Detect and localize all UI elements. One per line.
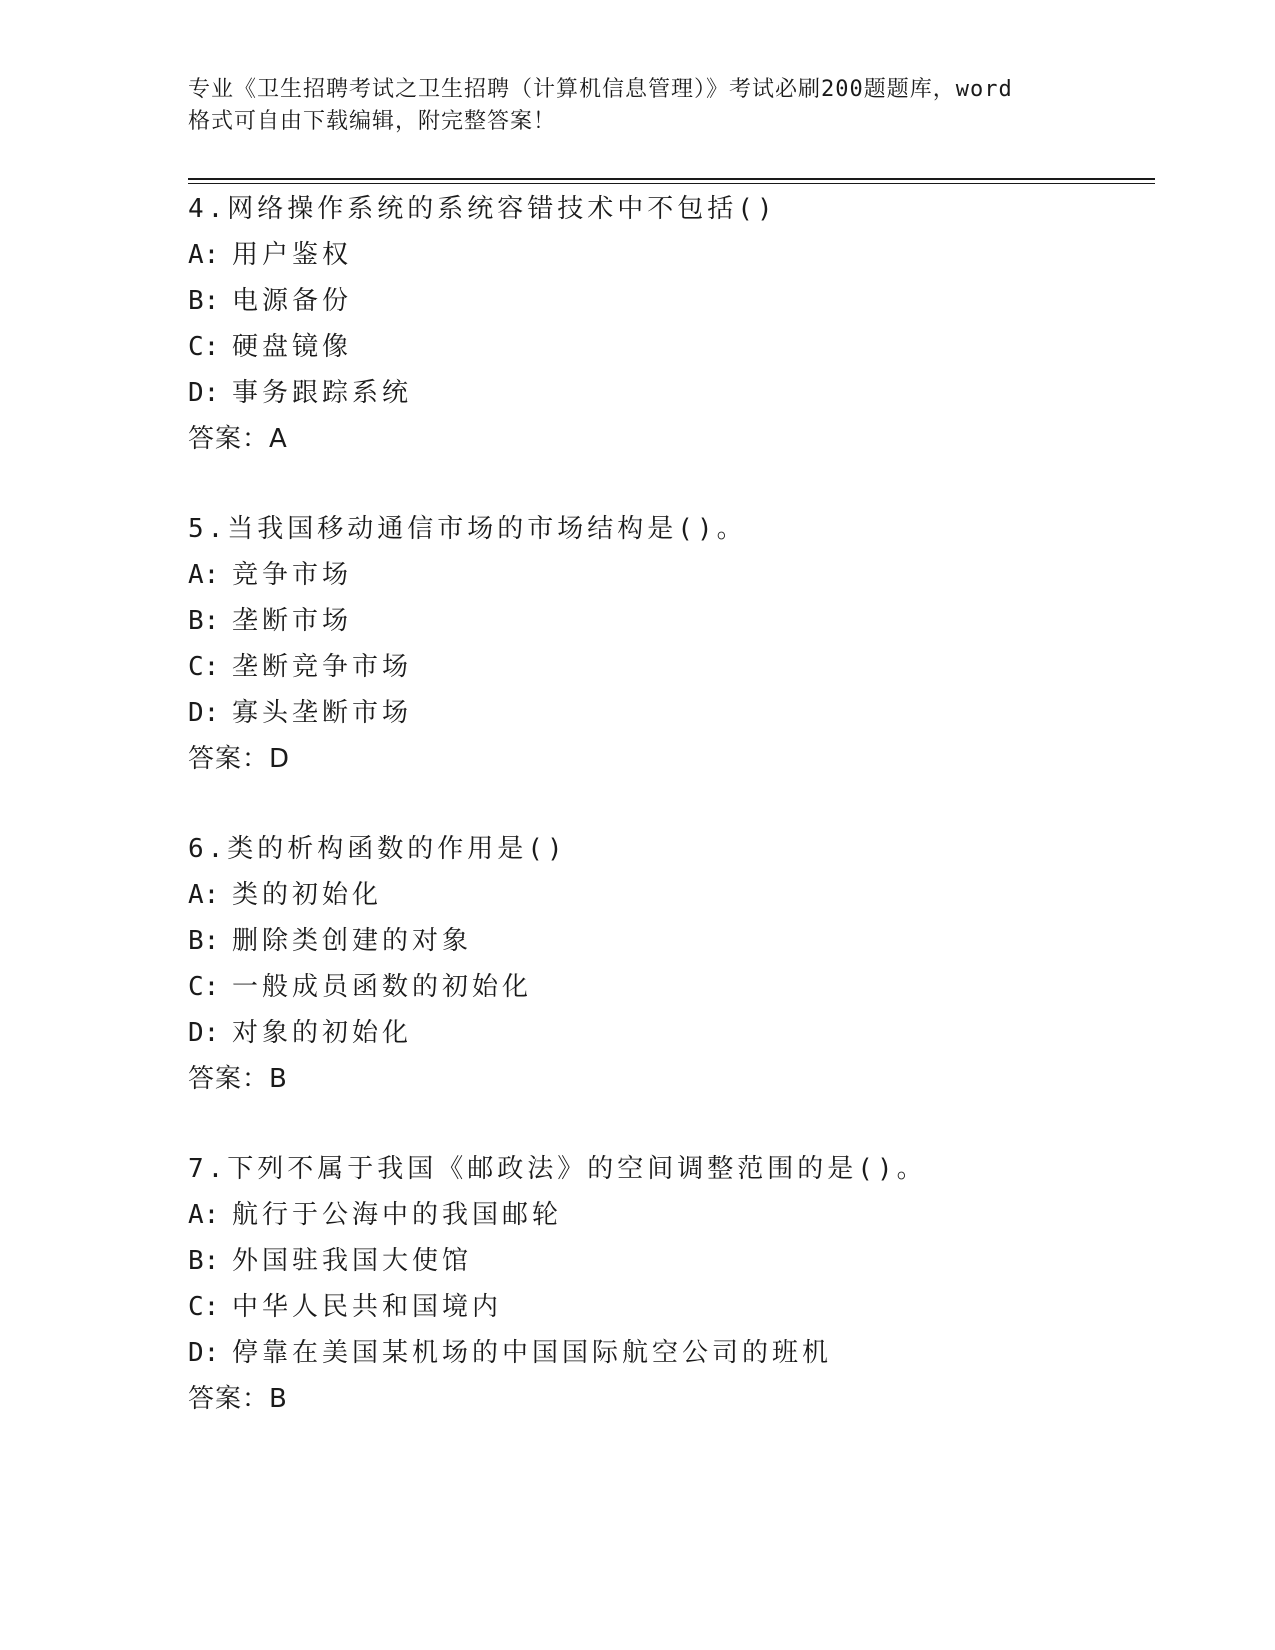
question-list <box>188 186 1148 1466</box>
option-label: D: <box>188 698 220 728</box>
option-label: B: <box>188 926 220 956</box>
option-text: 垄断市场 <box>232 606 353 636</box>
option-text: 停靠在美国某机场的中国国际航空公司的班机 <box>232 1338 833 1368</box>
option-c <box>188 324 1148 370</box>
question-4 <box>188 186 1148 462</box>
option-b <box>188 278 1148 324</box>
option-label: B: <box>188 286 220 316</box>
option-text: 寡头垄断市场 <box>232 698 413 728</box>
option-label: A: <box>188 240 220 270</box>
question-7 <box>188 1146 1148 1422</box>
option-label: C: <box>188 972 220 1002</box>
option-d <box>188 370 1148 416</box>
option-label: C: <box>188 652 220 682</box>
question-6 <box>188 826 1148 1102</box>
option-text: 中华人民共和国境内 <box>232 1292 503 1322</box>
question-stem: 4.网络操作系统的系统容错技术中不包括() <box>188 194 777 224</box>
header-line-1: 专业《卫生招聘考试之卫生招聘（计算机信息管理）》考试必刷200题题库，word <box>188 77 1013 102</box>
answer-line: 答案：B <box>188 1384 288 1414</box>
option-label: C: <box>188 1292 220 1322</box>
option-label: A: <box>188 880 220 910</box>
document-header <box>188 74 1108 138</box>
option-a <box>188 872 1148 918</box>
option-label: D: <box>188 1338 220 1368</box>
option-text: 对象的初始化 <box>232 1018 413 1048</box>
question-stem: 5.当我国移动通信市场的市场结构是()。 <box>188 514 747 544</box>
option-a <box>188 1192 1148 1238</box>
header-divider-thin <box>188 183 1155 184</box>
option-label: C: <box>188 332 220 362</box>
option-b <box>188 1238 1148 1284</box>
option-text: 一般成员函数的初始化 <box>232 972 533 1002</box>
option-c <box>188 644 1148 690</box>
question-5 <box>188 506 1148 782</box>
answer-line: 答案：B <box>188 1064 288 1094</box>
option-label: B: <box>188 606 220 636</box>
option-text: 类的初始化 <box>232 880 383 910</box>
option-a <box>188 552 1148 598</box>
answer-line: 答案：D <box>188 744 291 774</box>
question-stem: 7.下列不属于我国《邮政法》的空间调整范围的是()。 <box>188 1154 927 1184</box>
option-d <box>188 1330 1148 1376</box>
question-stem: 6.类的析构函数的作用是() <box>188 834 567 864</box>
option-text: 电源备份 <box>232 286 353 316</box>
option-text: 垄断竞争市场 <box>232 652 413 682</box>
option-label: D: <box>188 378 220 408</box>
option-a <box>188 232 1148 278</box>
option-d <box>188 1010 1148 1056</box>
option-c <box>188 964 1148 1010</box>
option-text: 外国驻我国大使馆 <box>232 1246 473 1276</box>
option-label: A: <box>188 560 220 590</box>
option-text: 事务跟踪系统 <box>232 378 413 408</box>
answer-line: 答案：A <box>188 424 288 454</box>
header-divider-thick <box>188 178 1155 180</box>
option-label: B: <box>188 1246 220 1276</box>
option-d <box>188 690 1148 736</box>
option-text: 硬盘镜像 <box>232 332 353 362</box>
option-label: D: <box>188 1018 220 1048</box>
option-text: 用户鉴权 <box>232 240 353 270</box>
option-b <box>188 598 1148 644</box>
option-text: 竞争市场 <box>232 560 353 590</box>
option-text: 删除类创建的对象 <box>232 926 473 956</box>
option-text: 航行于公海中的我国邮轮 <box>232 1200 563 1230</box>
option-b <box>188 918 1148 964</box>
option-c <box>188 1284 1148 1330</box>
option-label: A: <box>188 1200 220 1230</box>
header-line-2: 格式可自由下载编辑，附完整答案！ <box>188 109 557 134</box>
